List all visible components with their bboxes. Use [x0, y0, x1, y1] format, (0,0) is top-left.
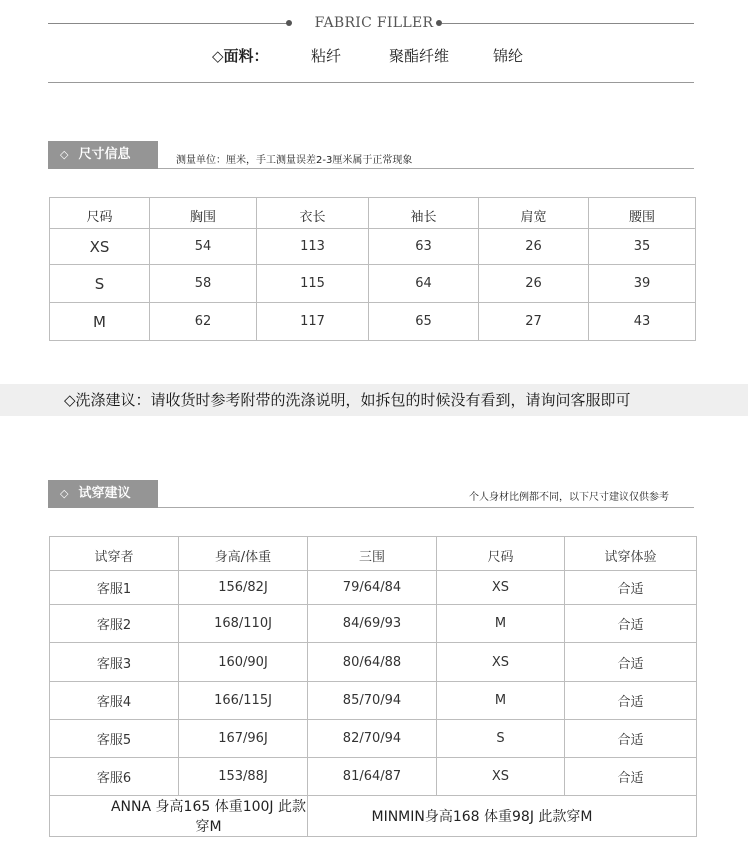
- size-cell: 26: [479, 229, 589, 265]
- fit-cell: 160/90J: [179, 643, 308, 682]
- size-header-cell: 衣长: [257, 198, 369, 229]
- fit-cell: 客服3: [50, 643, 179, 682]
- size-info-note: 测量单位：厘米，手工测量误差2-3厘米属于正常现象: [176, 155, 413, 166]
- fit-tab-label: 试穿建议: [78, 486, 131, 501]
- fit-cell: S: [437, 720, 565, 758]
- size-info-tab-line: [158, 168, 694, 169]
- fit-cell: 82/70/94: [308, 720, 437, 758]
- fabric-label: [212, 45, 269, 66]
- size-cell: 64: [369, 265, 479, 303]
- fabric-option-2: 聚酯纤维: [389, 47, 450, 65]
- size-cell: M: [50, 303, 150, 341]
- fit-footer-anna: ANNA 身高165 体重100J 此款穿M: [50, 796, 308, 837]
- fit-header-cell: 身高/体重: [179, 537, 308, 571]
- fit-cell: 84/69/93: [308, 605, 437, 643]
- fit-header-cell: 尺码: [437, 537, 565, 571]
- size-cell: 54: [150, 229, 257, 265]
- fabric-label-text: ◇面料：: [212, 47, 269, 65]
- size-table: [49, 197, 696, 341]
- fit-table-footer: [50, 796, 697, 837]
- table-row: [50, 758, 697, 796]
- fit-cell: 合适: [565, 571, 697, 605]
- fit-cell: 167/96J: [179, 720, 308, 758]
- fit-header-cell: 三围: [308, 537, 437, 571]
- fit-cell: 合适: [565, 643, 697, 682]
- fit-cell: 合适: [565, 605, 697, 643]
- fit-header-cell: 试穿者: [50, 537, 179, 571]
- size-cell: 113: [257, 229, 369, 265]
- fit-cell: 合适: [565, 720, 697, 758]
- size-cell: 62: [150, 303, 257, 341]
- fit-cell: 客服6: [50, 758, 179, 796]
- fabric-title-line-right: [442, 23, 694, 24]
- fit-cell: 客服1: [50, 571, 179, 605]
- fit-cell: XS: [437, 643, 565, 682]
- fit-cell: 81/64/87: [308, 758, 437, 796]
- diamond-icon: ◇: [60, 487, 69, 500]
- size-cell: 65: [369, 303, 479, 341]
- fit-cell: 166/115J: [179, 682, 308, 720]
- fit-cell: 80/64/88: [308, 643, 437, 682]
- fit-table-header: [50, 537, 697, 571]
- fit-cell: XS: [437, 758, 565, 796]
- table-row: [50, 265, 696, 303]
- size-header-cell: 腰围: [589, 198, 696, 229]
- fabric-option-1: 粘纤: [311, 47, 342, 65]
- wash-advice: ◇洗涤建议：请收货时参考附带的洗涤说明，如拆包的时候没有看到，请询问客服即可: [0, 384, 748, 416]
- size-cell: 39: [589, 265, 696, 303]
- fabric-divider: [48, 82, 694, 83]
- fit-cell: M: [437, 682, 565, 720]
- fit-cell: 合适: [565, 758, 697, 796]
- size-cell: S: [50, 265, 150, 303]
- fabric-option-3: 锦纶: [493, 47, 524, 65]
- size-cell: 63: [369, 229, 479, 265]
- fit-cell: 156/82J: [179, 571, 308, 605]
- table-row: [50, 720, 697, 758]
- size-cell: 117: [257, 303, 369, 341]
- fit-cell: M: [437, 605, 565, 643]
- size-cell: XS: [50, 229, 150, 265]
- fit-cell: XS: [437, 571, 565, 605]
- fit-note: 个人身材比例都不同，以下尺寸建议仅供参考: [469, 492, 669, 503]
- table-row: [50, 643, 697, 682]
- table-row: [50, 605, 697, 643]
- fit-cell: 168/110J: [179, 605, 308, 643]
- size-cell: 58: [150, 265, 257, 303]
- fit-table: [49, 536, 697, 837]
- size-cell: 115: [257, 265, 369, 303]
- size-cell: 35: [589, 229, 696, 265]
- fit-footer-minmin: MINMIN身高168 体重98J 此款穿M: [308, 796, 697, 837]
- table-row: [50, 303, 696, 341]
- size-cell: 43: [589, 303, 696, 341]
- table-row: [50, 571, 697, 605]
- fit-cell: 客服5: [50, 720, 179, 758]
- diamond-icon: ◇: [60, 148, 69, 161]
- fit-cell: 合适: [565, 682, 697, 720]
- fit-header-cell: 试穿体验: [565, 537, 697, 571]
- size-info-tab-label: 尺寸信息: [78, 147, 131, 162]
- size-info-tab: [48, 141, 158, 169]
- fabric-title: FABRIC FILLER: [314, 15, 434, 31]
- table-row: [50, 229, 696, 265]
- fit-cell: 85/70/94: [308, 682, 437, 720]
- fit-cell: 79/64/84: [308, 571, 437, 605]
- table-row: [50, 682, 697, 720]
- size-table-header: [50, 198, 696, 229]
- fit-cell: 客服4: [50, 682, 179, 720]
- size-header-cell: 袖长: [369, 198, 479, 229]
- size-header-cell: 肩宽: [479, 198, 589, 229]
- size-cell: 26: [479, 265, 589, 303]
- size-cell: 27: [479, 303, 589, 341]
- fit-tab: [48, 480, 158, 508]
- fit-cell: 客服2: [50, 605, 179, 643]
- fit-tab-line: [158, 507, 694, 508]
- size-header-cell: 胸围: [150, 198, 257, 229]
- fit-cell: 153/88J: [179, 758, 308, 796]
- size-header-cell: 尺码: [50, 198, 150, 229]
